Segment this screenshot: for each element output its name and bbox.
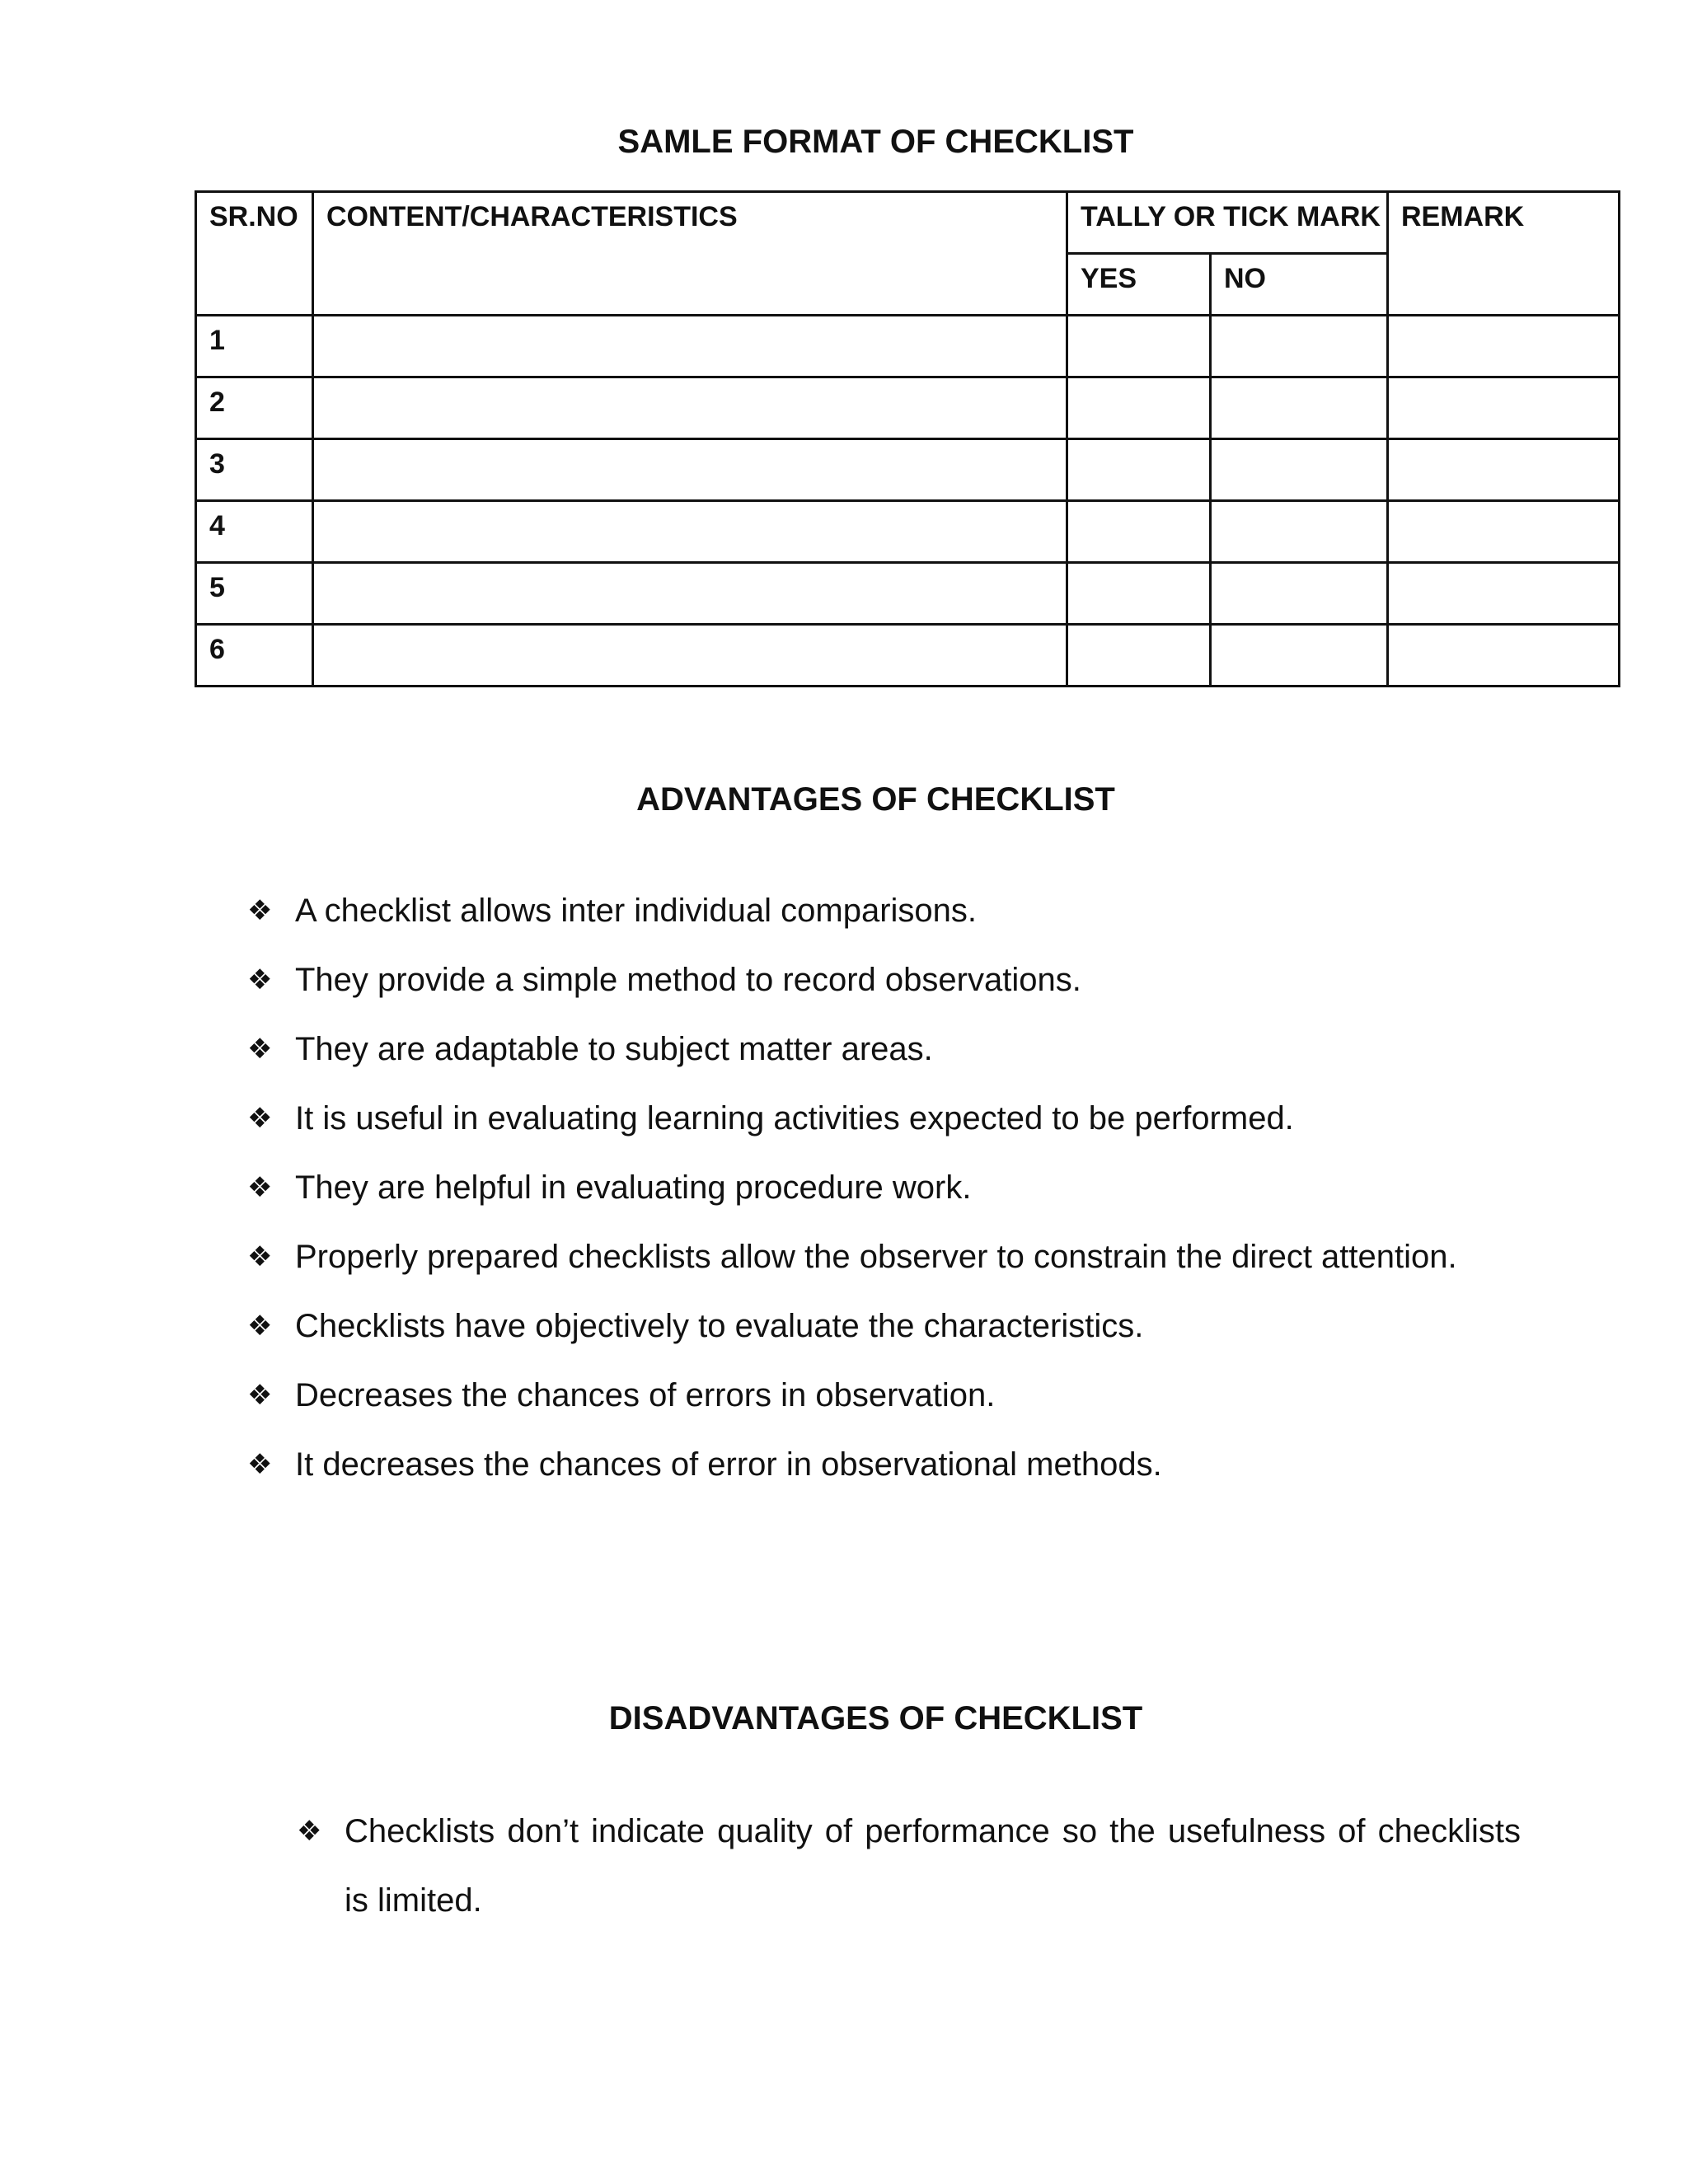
diamond-bullet-icon: ❖ bbox=[247, 1310, 273, 1343]
table-row bbox=[196, 439, 1620, 501]
list-item bbox=[247, 1153, 1521, 1222]
content-cell bbox=[313, 439, 1067, 501]
list-item-text: Checklists don’t indicate quality of performance so the usefulness of checklists is limited. bbox=[345, 1813, 1521, 1919]
diamond-bullet-icon: ❖ bbox=[247, 963, 273, 996]
list-item bbox=[247, 1291, 1521, 1361]
header-srno: SR.NO bbox=[196, 192, 313, 316]
remark-cell bbox=[1388, 439, 1620, 501]
row-number: 1 bbox=[196, 316, 313, 377]
yes-cell bbox=[1067, 625, 1211, 687]
row-number: 5 bbox=[196, 563, 313, 625]
checklist-format-title: SAMLE FORMAT OF CHECKLIST bbox=[617, 124, 1134, 160]
no-cell bbox=[1211, 501, 1388, 563]
no-cell bbox=[1211, 625, 1388, 687]
diamond-bullet-icon: ❖ bbox=[247, 1102, 273, 1135]
header-yes: YES bbox=[1067, 254, 1211, 316]
remark-cell bbox=[1388, 501, 1620, 563]
diamond-bullet-icon: ❖ bbox=[247, 1033, 273, 1066]
content-cell bbox=[313, 625, 1067, 687]
table-row bbox=[196, 501, 1620, 563]
diamond-bullet-icon: ❖ bbox=[297, 1815, 322, 1848]
diamond-bullet-icon: ❖ bbox=[247, 894, 273, 927]
header-no: NO bbox=[1211, 254, 1388, 316]
table-row bbox=[196, 316, 1620, 377]
checklist-table bbox=[195, 190, 1620, 687]
list-item bbox=[247, 1084, 1521, 1153]
list-item bbox=[247, 1015, 1521, 1084]
disadvantages-heading: DISADVANTAGES OF CHECKLIST bbox=[608, 1700, 1143, 1736]
no-cell bbox=[1211, 316, 1388, 377]
no-cell bbox=[1211, 563, 1388, 625]
yes-cell bbox=[1067, 563, 1211, 625]
list-item-text: They are adaptable to subject matter areas. bbox=[295, 1031, 933, 1067]
row-number: 2 bbox=[196, 377, 313, 439]
remark-cell bbox=[1388, 316, 1620, 377]
list-item-text: A checklist allows inter individual comparisons. bbox=[295, 893, 978, 929]
list-item-text: Decreases the chances of errors in observation. bbox=[295, 1377, 996, 1413]
list-item bbox=[247, 1222, 1521, 1291]
row-number: 6 bbox=[196, 625, 313, 687]
no-cell bbox=[1211, 377, 1388, 439]
no-cell bbox=[1211, 439, 1388, 501]
row-number: 3 bbox=[196, 439, 313, 501]
yes-cell bbox=[1067, 377, 1211, 439]
yes-cell bbox=[1067, 501, 1211, 563]
table-row bbox=[196, 377, 1620, 439]
yes-cell bbox=[1067, 316, 1211, 377]
list-item bbox=[247, 1361, 1521, 1430]
advantages-list bbox=[247, 876, 1521, 1499]
list-item-text: They provide a simple method to record observations. bbox=[295, 962, 1081, 998]
list-item-text: They are helpful in evaluating procedure work. bbox=[295, 1169, 972, 1206]
row-number: 4 bbox=[196, 501, 313, 563]
list-item-text: It decreases the chances of error in observational methods. bbox=[295, 1446, 1162, 1483]
header-tally: TALLY OR TICK MARK bbox=[1067, 192, 1388, 254]
diamond-bullet-icon: ❖ bbox=[247, 1240, 273, 1273]
content-cell bbox=[313, 377, 1067, 439]
remark-cell bbox=[1388, 377, 1620, 439]
table-row bbox=[196, 625, 1620, 687]
list-item bbox=[247, 876, 1521, 945]
header-remark: REMARK bbox=[1388, 192, 1620, 316]
diamond-bullet-icon: ❖ bbox=[247, 1171, 273, 1204]
list-item-text: It is useful in evaluating learning activities expected to be performed. bbox=[295, 1100, 1294, 1137]
remark-cell bbox=[1388, 563, 1620, 625]
list-item-text: Checklists have objectively to evaluate the characteristics. bbox=[295, 1308, 1144, 1344]
diamond-bullet-icon: ❖ bbox=[247, 1379, 273, 1412]
diamond-bullet-icon: ❖ bbox=[247, 1448, 273, 1481]
disadvantages-list bbox=[297, 1797, 1521, 1935]
advantages-heading: ADVANTAGES OF CHECKLIST bbox=[636, 781, 1115, 818]
content-cell bbox=[313, 501, 1067, 563]
remark-cell bbox=[1388, 625, 1620, 687]
content-cell bbox=[313, 563, 1067, 625]
list-item bbox=[297, 1797, 1521, 1935]
list-item-text: Properly prepared checklists allow the observer to constrain the direct attention. bbox=[295, 1239, 1457, 1275]
content-cell bbox=[313, 316, 1067, 377]
list-item bbox=[247, 1430, 1521, 1499]
list-item bbox=[247, 945, 1521, 1015]
header-content: CONTENT/CHARACTERISTICS bbox=[313, 192, 1067, 316]
table-row bbox=[196, 563, 1620, 625]
yes-cell bbox=[1067, 439, 1211, 501]
